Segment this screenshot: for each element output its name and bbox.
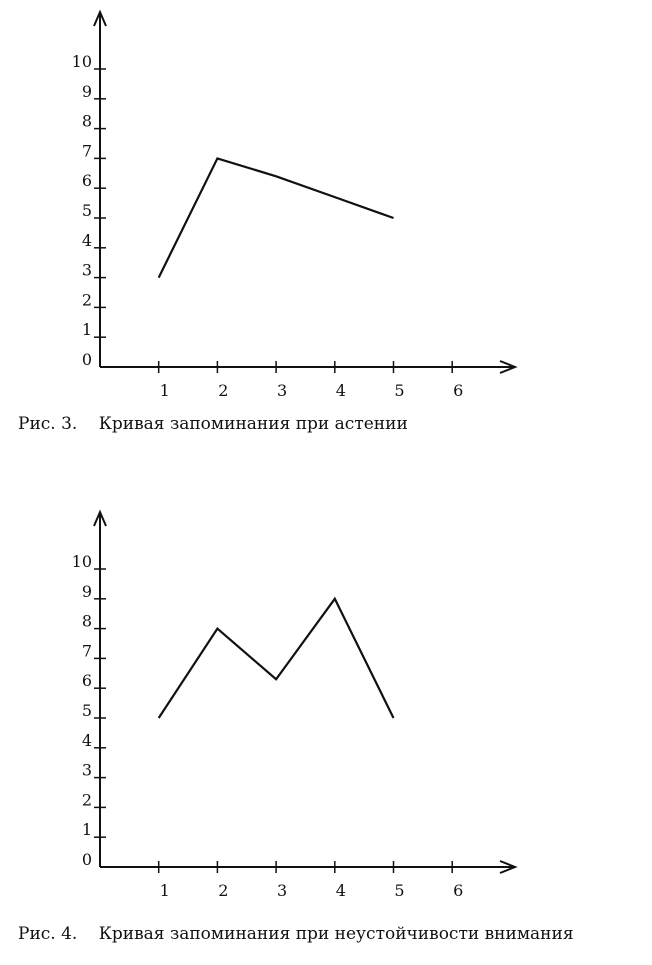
chart-2-y-tick-label: 0 (81, 850, 92, 869)
chart-1-y-tick-label: 10 (71, 52, 92, 71)
chart-1-caption (18, 414, 408, 434)
chart-2-y-tick-label: 2 (81, 790, 92, 810)
chart-2-y-tick-label: 8 (81, 611, 92, 631)
chart-1-x-tick-label: 5 (394, 381, 405, 400)
chart-1 (0, 0, 652, 410)
chart-1-caption-text: Кривая запоминания при астении (98, 414, 408, 434)
chart-1-series-line (159, 158, 394, 277)
chart-1-x-tick-label: 6 (453, 381, 464, 400)
chart-1-y-tick-label: 7 (81, 141, 92, 161)
chart-2-caption-text: Кривая запоминания при неустойчивости внимания (98, 924, 574, 944)
chart-1-y-tick-label: 6 (81, 171, 92, 191)
chart-1-y-tick-label: 0 (81, 350, 92, 369)
chart-2-x-tick-label: 5 (394, 881, 405, 900)
chart-2-series-line (159, 599, 394, 718)
chart-2-y-tick-label: 3 (81, 760, 92, 780)
chart-2-x-tick-label: 2 (218, 881, 229, 900)
chart-2-x-tick-label: 1 (159, 881, 170, 900)
chart-2-caption (18, 924, 574, 944)
chart-2-y-tick-label: 10 (71, 552, 92, 571)
chart-2-caption-number: Рис. 4. (18, 924, 78, 944)
chart-1-y-tick-label: 9 (81, 81, 92, 101)
chart-1-y-tick-label: 1 (81, 320, 92, 340)
chart-1-x-tick-label: 3 (277, 381, 288, 400)
chart-1-y-tick-label: 2 (81, 290, 92, 310)
chart-1-x-tick-label: 1 (159, 381, 170, 400)
chart-2-x-tick-label: 3 (277, 881, 288, 900)
chart-2-y-tick-label: 1 (81, 820, 92, 840)
chart-1-y-tick-label: 5 (81, 201, 92, 220)
chart-2-y-tick-label: 6 (81, 671, 92, 691)
chart-2-y-tick-label: 5 (81, 701, 92, 720)
chart-1-x-tick-label: 2 (218, 381, 229, 400)
chart-2 (0, 500, 652, 910)
chart-1-y-tick-label: 4 (81, 230, 92, 250)
chart-1-caption-number: Рис. 3. (18, 414, 78, 434)
chart-2-y-tick-label: 9 (81, 581, 92, 601)
chart-2-y-tick-label: 7 (81, 641, 92, 661)
chart-1-y-tick-label: 3 (81, 260, 92, 280)
chart-2-x-tick-label: 6 (453, 881, 464, 900)
chart-2-y-tick-label: 4 (81, 730, 92, 750)
chart-1-y-tick-label: 8 (81, 111, 92, 131)
chart-1-x-tick-label: 4 (335, 381, 346, 400)
chart-2-x-tick-label: 4 (335, 881, 346, 900)
